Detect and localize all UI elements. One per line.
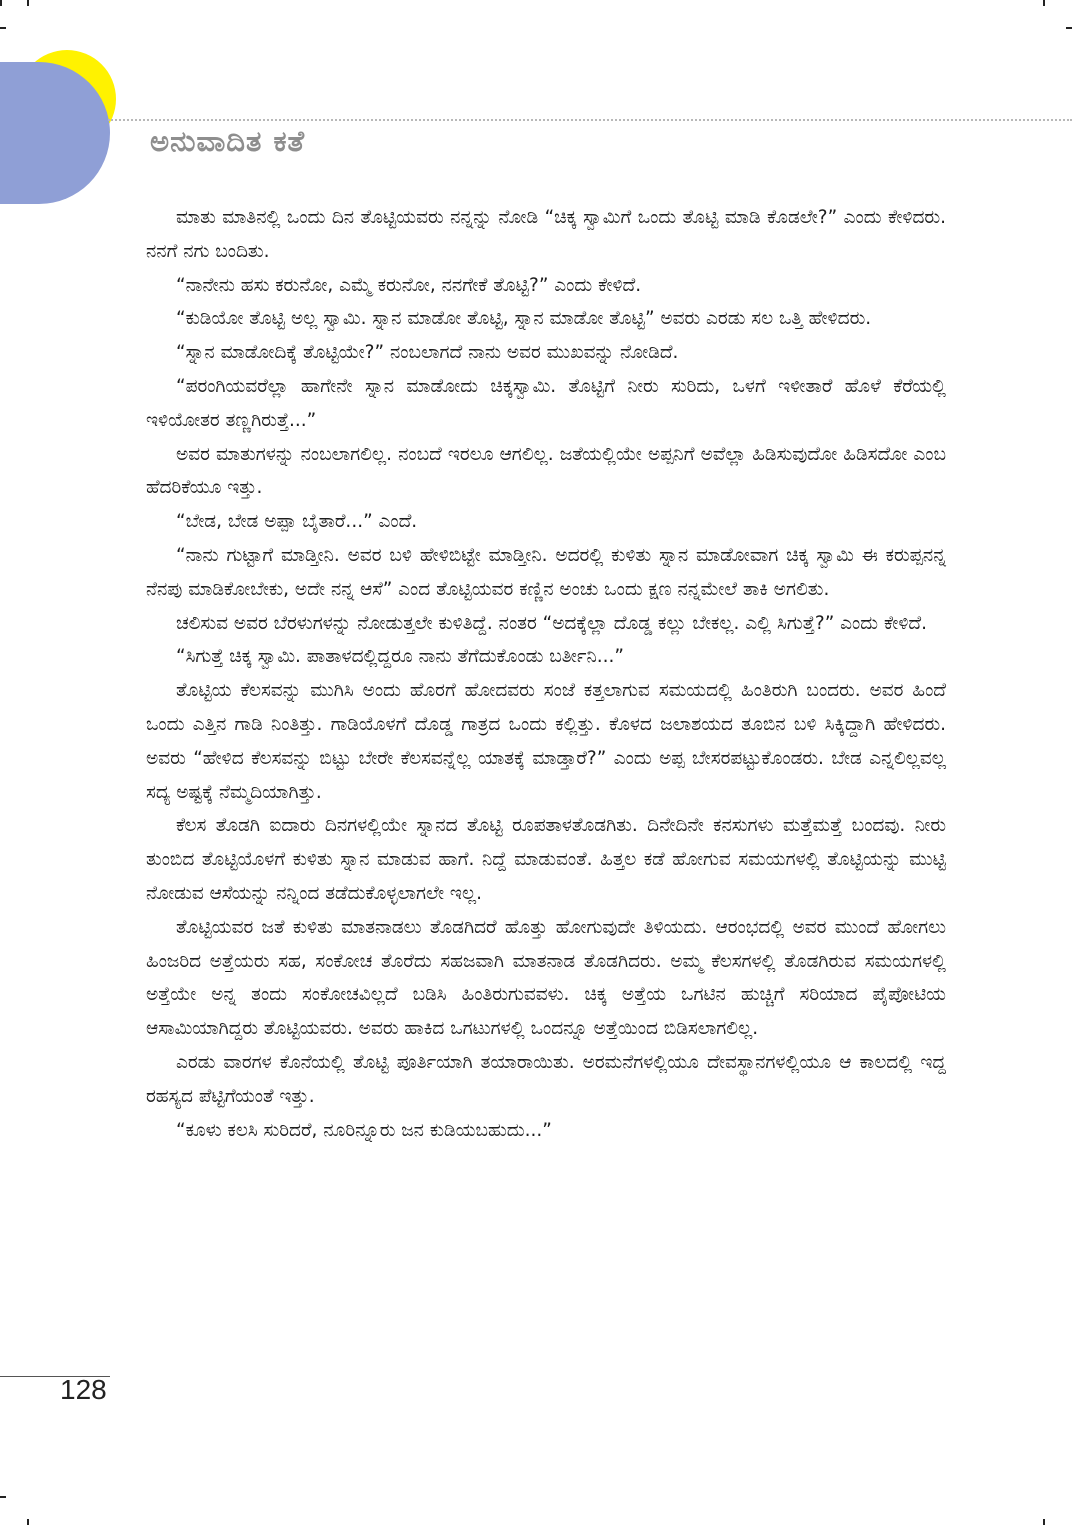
paragraph: “ಬೇಡ, ಬೇಡ ಅಪ್ಪಾ ಬೈತಾರೆ...” ಎಂದೆ. — [176, 511, 418, 533]
paragraph: “ನಾನೇನು ಹಸು ಕರುನೋ, ಎಮ್ಮೆ ಕರುನೋ, ನನಗೇಕೆ ತೊಟ್ಟಿ?” ಎಂದು ಕೇಳಿದೆ. — [176, 274, 642, 296]
paragraph: ಎರಡು ವಾರಗಳ ಕೊನೆಯಲ್ಲಿ ತೊಟ್ಟಿ ಪೂರ್ತಿಯಾಗಿ ತಯಾರಾಯಿತು. ಅರಮನೆಗಳಲ್ಲಿಯೂ ದೇವಸ್ಥಾನಗಳಲ್ಲಿಯೂ ಆ ಕಾಲದಲ್ಲಿ ಇದ್ದ ರಹಸ್ಯದ ಪೆಟ್ಟಿಗೆಯಂತೆ ಇತ್ತು. — [146, 1051, 946, 1107]
paragraph: “ಸ್ನಾನ ಮಾಡೋದಿಕ್ಕೆ ತೊಟ್ಟಿಯೇ?” ನಂಬಲಾಗದೆ ನಾನು ಅವರ ಮುಖವನ್ನು ನೋಡಿದೆ. — [176, 342, 679, 364]
crop-mark — [0, 27, 6, 29]
crop-mark — [0, 0, 2, 6]
story-body — [146, 201, 946, 1147]
paragraph: ಕೆಲಸ ತೊಡಗಿ ಐದಾರು ದಿನಗಳಲ್ಲಿಯೇ ಸ್ನಾನದ ತೊಟ್ಟಿ ರೂಪತಾಳತೊಡಗಿತು. ದಿನೇದಿನೇ ಕನಸುಗಳು ಮತ್ತೆಮತ್ತೆ ಬಂದವು. ನೀರು ತುಂಬಿದ ತೊಟ್ಟಿಯೊಳಗೆ ಕುಳಿತು ಸ್ನಾನ ಮಾಡುವ ಹಾಗೆ. ನಿದ್ದೆ ಮಾಡುವಂತೆ. ಹಿತ್ತಲ ಕಡೆ ಹೋಗುವ ಸಮಯಗಳಲ್ಲಿ ತೊಟ್ಟಿಯನ್ನು ಮುಟ್ಟಿ ನೋಡುವ ಆಸೆಯನ್ನು ನನ್ನಿಂದ ತಡೆದುಕೊಳ್ಳಲಾಗಲೇ ಇಲ್ಲ. — [146, 815, 946, 904]
section-title: ಅನುವಾದಿತ ಕತೆ — [150, 124, 306, 158]
page-number: 128 — [60, 1374, 107, 1405]
paragraph: “ಕುಡಿಯೋ ತೊಟ್ಟಿ ಅಲ್ಲ ಸ್ವಾಮಿ. ಸ್ನಾನ ಮಾಡೋ ತೊಟ್ಟಿ, ಸ್ನಾನ ಮಾಡೋ ತೊಟ್ಟಿ” ಅವರು ಎರಡು ಸಲ ಒತ್ತಿ ಹೇಳಿದರು. — [176, 308, 872, 330]
crop-mark — [0, 1496, 6, 1498]
paragraph: “ಕೂಳು ಕಲಸಿ ಸುರಿದರೆ, ನೂರಿನ್ನೂರು ಜನ ಕುಡಿಯಬಹುದು...” — [176, 1119, 552, 1141]
paragraph: “ಪರಂಗಿಯವರೆಲ್ಲಾ ಹಾಗೇನೇ ಸ್ನಾನ ಮಾಡೋದು ಚಿಕ್ಕಸ್ವಾಮಿ. ತೊಟ್ಟಿಗೆ ನೀರು ಸುರಿದು, ಒಳಗೆ ಇಳೀತಾರೆ ಹೊಳೆ ಕೆರೆಯಲ್ಲಿ ಇಳಿಯೋತರ ತಣ್ಣಗಿರುತ್ತೆ...” — [146, 375, 946, 431]
paragraph: “ನಾನು ಗುಟ್ಟಾಗೆ ಮಾಡ್ತೀನಿ. ಅವರ ಬಳಿ ಹೇಳಿಬಿಟ್ಟೇ ಮಾಡ್ತೀನಿ. ಅದರಲ್ಲಿ ಕುಳಿತು ಸ್ನಾನ ಮಾಡೋವಾಗ ಚಿಕ್ಕ ಸ್ವಾಮಿ ಈ ಕರುಪ್ಪನನ್ನ ನೆನಪು ಮಾಡಿಕೋಬೇಕು, ಅದೇ ನನ್ನ ಆಸೆ” ಎಂದ ತೊಟ್ಟಿಯವರ ಕಣ್ಣಿನ ಅಂಚು ಒಂದು ಕ್ಷಣ ನನ್ನಮೇಲೆ ತಾಕಿ ಅಗಲಿತು. — [146, 544, 946, 600]
crop-mark — [1043, 0, 1045, 6]
paragraph: ತೊಟ್ಟಿಯವರ ಜತೆ ಕುಳಿತು ಮಾತನಾಡಲು ತೊಡಗಿದರೆ ಹೊತ್ತು ಹೋಗುವುದೇ ತಿಳಿಯದು. ಆರಂಭದಲ್ಲಿ ಅವರ ಮುಂದೆ ಹೋಗಲು ಹಿಂಜರಿದ ಅತ್ತೆಯರು ಸಹ, ಸಂಕೋಚ ತೊರೆದು ಸಹಜವಾಗಿ ಮಾತನಾಡ ತೊಡಗಿದರು. ಅಮ್ಮ ಕೆಲಸಗಳಲ್ಲಿ ತೊಡಗಿರುವ ಸಮಯಗಳಲ್ಲಿ ಅತ್ತೆಯೇ ಅನ್ನ ತಂದು ಸಂಕೋಚವಿಲ್ಲದೆ ಬಡಿಸಿ ಹಿಂತಿರುಗುವವಳು. ಚಿಕ್ಕ ಅತ್ತೆಯ ಒಗಟಿನ ಹುಚ್ಚಿಗೆ ಸರಿಯಾದ ಪೈಪೋಟಿಯ ಆಸಾಮಿಯಾಗಿದ್ದರು ತೊಟ್ಟಿಯವರು. ಅವರು ಹಾಕಿದ ಒಗಟುಗಳಲ್ಲಿ ಒಂದನ್ನೂ ಅತ್ತೆಯಿಂದ ಬಿಡಿಸಲಾಗಲಿಲ್ಲ. — [146, 916, 946, 1040]
dotted-divider — [108, 119, 1072, 121]
paragraph: ಅವರ ಮಾತುಗಳನ್ನು ನಂಬಲಾಗಲಿಲ್ಲ. ನಂಬದೆ ಇರಲೂ ಆಗಲಿಲ್ಲ. ಜತೆಯಲ್ಲಿಯೇ ಅಪ್ಪನಿಗೆ ಅವೆಲ್ಲಾ ಹಿಡಿಸುವುದೋ ಹಿಡಿಸದೋ ಎಂಬ ಹೆದರಿಕೆಯೂ ಇತ್ತು. — [146, 443, 946, 499]
paragraph: “ಸಿಗುತ್ತೆ ಚಿಕ್ಕ ಸ್ವಾಮಿ. ಪಾತಾಳದಲ್ಲಿದ್ದರೂ ನಾನು ತೆಗೆದುಕೊಂಡು ಬರ್ತೀನಿ...” — [176, 646, 624, 668]
crop-mark — [1066, 27, 1072, 29]
crop-mark — [27, 0, 29, 6]
paragraph: ಮಾತು ಮಾತಿನಲ್ಲಿ ಒಂದು ದಿನ ತೊಟ್ಟಿಯವರು ನನ್ನನ್ನು ನೋಡಿ “ಚಿಕ್ಕ ಸ್ವಾಮಿಗೆ ಒಂದು ತೊಟ್ಟಿ ಮಾಡಿ ಕೊಡಲೇ?” ಎಂದು ಕೇಳಿದರು. ನನಗೆ ನಗು ಬಂದಿತು. — [146, 207, 946, 262]
paragraph: ತೊಟ್ಟಿಯ ಕೆಲಸವನ್ನು ಮುಗಿಸಿ ಅಂದು ಹೊರಗೆ ಹೋದವರು ಸಂಜೆ ಕತ್ತಲಾಗುವ ಸಮಯದಲ್ಲಿ ಹಿಂತಿರುಗಿ ಬಂದರು. ಅವರ ಹಿಂದೆ ಒಂದು ಎತ್ತಿನ ಗಾಡಿ ನಿಂತಿತ್ತು. ಗಾಡಿಯೊಳಗೆ ದೊಡ್ಡ ಗಾತ್ರದ ಒಂದು ಕಲ್ಲಿತ್ತು. ಕೊಳದ ಜಲಾಶಯದ ತೂಬಿನ ಬಳಿ ಸಿಕ್ಕಿದ್ದಾಗಿ ಹೇಳಿದರು. ಅವರು “ಹೇಳಿದ ಕೆಲಸವನ್ನು ಬಿಟ್ಟು ಬೇರೇ ಕೆಲಸವನ್ನೆಲ್ಲ ಯಾತಕ್ಕೆ ಮಾಡ್ತಾರೆ?” ಎಂದು ಅಪ್ಪ ಬೇಸರಪಟ್ಟುಕೊಂಡರು. ಬೇಡ ಎನ್ನಲಿಲ್ಲವಲ್ಲ ಸದ್ಯ ಅಷ್ಟಕ್ಕೆ ನೆಮ್ಮದಿಯಾಗಿತ್ತು. — [146, 680, 946, 803]
paragraph: ಚಲಿಸುವ ಅವರ ಬೆರಳುಗಳನ್ನು ನೋಡುತ್ತಲೇ ಕುಳಿತಿದ್ದೆ. ನಂತರ “ಅದಕ್ಕೆಲ್ಲಾ ದೊಡ್ಡ ಕಲ್ಲು ಬೇಕಲ್ಲ. ಎಲ್ಲಿ ಸಿಗುತ್ತೆ?” ಎಂದು ಕೇಳಿದೆ. — [176, 612, 927, 634]
crop-mark — [1043, 1519, 1045, 1525]
crop-mark — [27, 1519, 29, 1525]
